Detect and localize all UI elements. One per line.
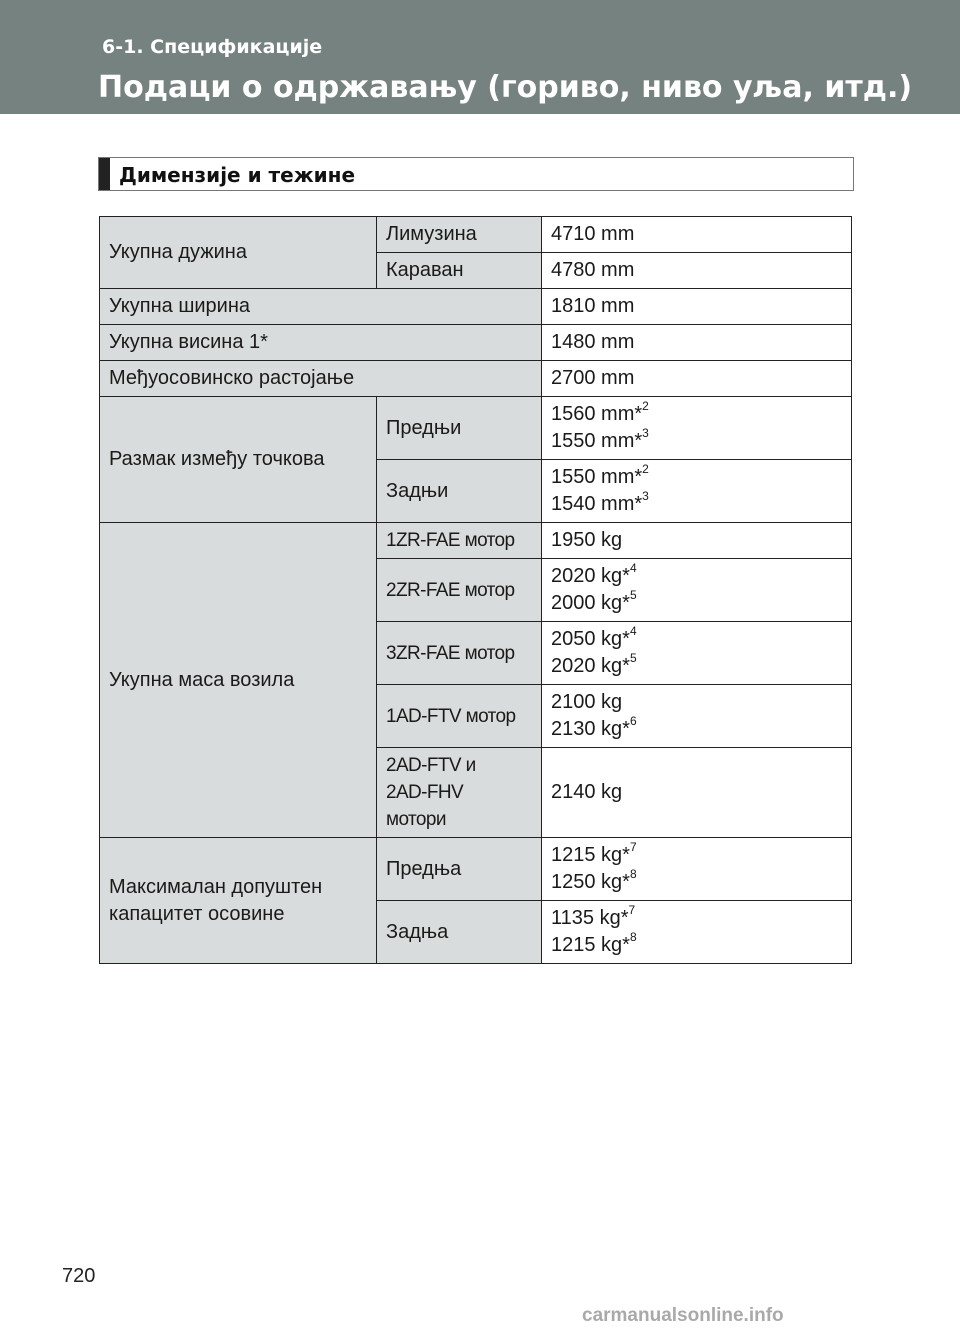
table-row (100, 289, 852, 325)
axle-front-value (542, 838, 852, 901)
footnote-mark: 2 (642, 399, 649, 414)
table-row (100, 838, 852, 901)
total-width-label: Укупна ширина (100, 289, 542, 325)
tread-front-label: Предњи (377, 397, 542, 460)
total-height-label: Укупна висина 1* (100, 325, 542, 361)
footnote-mark: 4 (629, 561, 637, 576)
watermark: carmanualsonline.info (582, 1305, 784, 1326)
axle-rear-value (542, 901, 852, 964)
subheading-marker (99, 158, 110, 190)
wagon-length-value: 4780 mm (542, 253, 852, 289)
subheading-box (98, 157, 854, 191)
engine-2ad-label (377, 748, 542, 838)
axle-rear-label: Задња (377, 901, 542, 964)
footnote-mark: 3 (642, 426, 649, 441)
label-line: 2AD-FTV и (386, 755, 476, 776)
wheelbase-label: Међуосовинско растојање (100, 361, 542, 397)
footnote-mark: 2 (642, 462, 649, 477)
value-text: 1540 mm* (551, 493, 643, 515)
engine-2zr-value (542, 559, 852, 622)
label-line: 2AD-FHV (386, 782, 464, 803)
table-row (100, 325, 852, 361)
value-text: 1215 kg* (551, 844, 630, 866)
table-row (100, 397, 852, 460)
sedan-length-value: 4710 mm (542, 217, 852, 253)
subheading-title: Димензије и тежине (119, 163, 356, 187)
label-line: мотори (386, 809, 446, 830)
value-text: 1250 kg* (551, 871, 630, 893)
footnote-mark: 6 (629, 714, 637, 729)
value-text: 2020 kg* (551, 655, 630, 677)
value-text: 2130 kg* (551, 718, 630, 740)
engine-1zr-value: 1950 kg (542, 523, 852, 559)
table-row (100, 217, 852, 253)
value-text: 2050 kg* (551, 628, 630, 650)
value-text: 1560 mm* (551, 403, 643, 425)
sedan-label: Лимузина (377, 217, 542, 253)
engine-3zr-value (542, 622, 852, 685)
engine-1zr-label: 1ZR-FAE мотор (377, 523, 542, 559)
footnote-mark: 4 (629, 624, 637, 639)
footnote-mark: 8 (629, 867, 637, 882)
dimensions-weights-table (99, 216, 852, 964)
wagon-label: Караван (377, 253, 542, 289)
axle-capacity-label (100, 838, 377, 964)
footnote-mark: 5 (629, 588, 637, 603)
table-row (100, 361, 852, 397)
tread-rear-label: Задњи (377, 460, 542, 523)
wheelbase-value: 2700 mm (542, 361, 852, 397)
footnote-mark: 5 (629, 651, 637, 666)
footnote-mark: 7 (629, 840, 637, 855)
label-line: Максималан допуштен (109, 875, 323, 898)
label-line: капацитет осовине (109, 902, 285, 925)
page-title: Подаци о одржавању (гориво, ниво уља, итд.) (98, 70, 913, 105)
value-text: 1215 kg* (551, 934, 630, 956)
engine-3zr-label: 3ZR-FAE мотор (377, 622, 542, 685)
total-length-label: Укупна дужина (100, 217, 377, 289)
table-row (100, 523, 852, 559)
value-text: 2020 kg* (551, 565, 630, 587)
value-text: 1550 mm* (551, 430, 643, 452)
value-text: 2100 kg (551, 691, 623, 713)
axle-front-label: Предња (377, 838, 542, 901)
vehicle-weight-label: Укупна маса возила (100, 523, 377, 838)
value-text: 1135 kg* (551, 907, 629, 929)
engine-1ad-value (542, 685, 852, 748)
tread-rear-value (542, 460, 852, 523)
engine-1ad-label: 1AD-FTV мотор (377, 685, 542, 748)
footnote-mark: 3 (642, 489, 649, 504)
engine-2zr-label: 2ZR-FAE мотор (377, 559, 542, 622)
value-text: 1550 mm* (551, 466, 643, 488)
value-text: 2000 kg* (551, 592, 630, 614)
engine-2ad-value: 2140 kg (542, 748, 852, 838)
section-code: 6-1. Спецификације (102, 36, 323, 58)
page-header (0, 0, 960, 114)
tread-label: Размак између точкова (100, 397, 377, 523)
tread-front-value (542, 397, 852, 460)
page-number: 720 (62, 1265, 96, 1287)
total-height-value: 1480 mm (542, 325, 852, 361)
footnote-mark: 7 (628, 903, 636, 918)
total-width-value: 1810 mm (542, 289, 852, 325)
footnote-mark: 8 (629, 930, 637, 945)
